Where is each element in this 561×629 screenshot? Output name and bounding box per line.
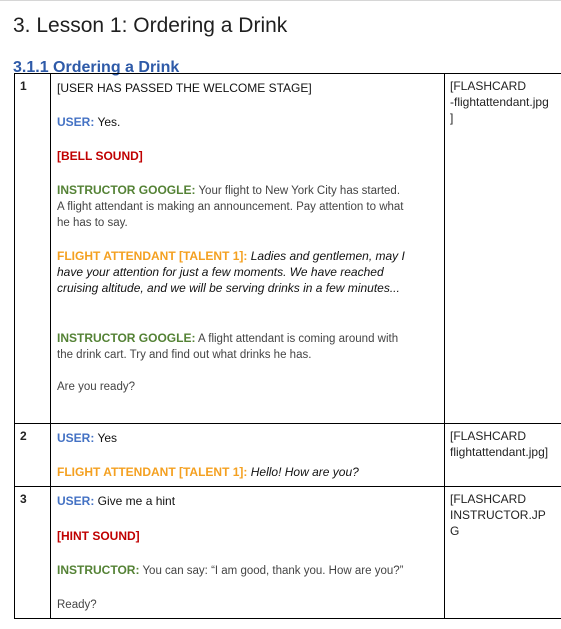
- instructor-text: the drink cart. Try and find out what drinks he has.: [57, 349, 312, 361]
- table-row: [15, 424, 561, 487]
- flashcard-text: G: [450, 524, 460, 538]
- row-number: 1: [15, 74, 51, 424]
- user-text: Yes: [94, 431, 118, 445]
- row-number: 2: [15, 424, 51, 487]
- flashcard-cell: [445, 74, 561, 424]
- user-text: Give me a hint: [94, 494, 176, 508]
- attendant-text: have your attention for just a few moments. We have reached: [57, 265, 384, 279]
- sound-cue: [BELL SOUND]: [57, 149, 143, 163]
- speaker-label: INSTRUCTOR GOOGLE:: [57, 331, 196, 345]
- user-line: [57, 114, 438, 130]
- instructor-line: [57, 182, 438, 231]
- speaker-label: USER:: [57, 431, 95, 445]
- dialogue-cell: [51, 74, 445, 424]
- flashcard-text: -flightattendant.jpg: [450, 95, 549, 109]
- ready-prompt: Ready?: [57, 599, 97, 611]
- ready-prompt: Are you ready?: [57, 381, 135, 393]
- flashcard-cell: [445, 487, 561, 619]
- stage-note: [USER HAS PASSED THE WELCOME STAGE]: [57, 81, 312, 95]
- speaker-label: USER:: [57, 115, 95, 129]
- speaker-label: FLIGHT ATTENDANT [TALENT 1]:: [57, 465, 248, 479]
- flashcard-text: flightattendant.jpg]: [450, 445, 549, 459]
- dialogue-cell: [51, 424, 445, 487]
- instructor-line: [57, 330, 438, 363]
- user-line: [57, 430, 438, 446]
- flashcard-text: INSTRUCTOR.JP: [450, 508, 546, 522]
- row-number: 3: [15, 487, 51, 619]
- instructor-text: he has to say.: [57, 217, 128, 229]
- section-heading: 3.1.1 Ordering a Drink: [13, 59, 180, 77]
- flashcard-text: ]: [450, 111, 454, 125]
- top-divider: [0, 0, 561, 1]
- flashcard-text: [FLASHCARD: [450, 492, 527, 506]
- attendant-text: cruising altitude, and we will be serving drinks in a few minutes...: [57, 281, 400, 295]
- flashcard-text: [FLASHCARD: [450, 429, 527, 443]
- flashcard-text: [FLASHCARD: [450, 79, 527, 93]
- speaker-label: INSTRUCTOR:: [57, 563, 140, 577]
- user-text: Yes.: [94, 115, 121, 129]
- sound-cue: [HINT SOUND]: [57, 529, 140, 543]
- table-row: [15, 487, 561, 619]
- dialogue-cell: [51, 487, 445, 619]
- speaker-label: INSTRUCTOR GOOGLE:: [57, 183, 196, 197]
- flashcard-cell: [445, 424, 561, 487]
- instructor-text: You can say: “I am good, thank you. How are you?”: [139, 565, 404, 577]
- page-title: 3. Lesson 1: Ordering a Drink: [13, 14, 288, 38]
- attendant-line: [57, 248, 438, 296]
- table-row: [15, 74, 561, 424]
- speaker-label: FLIGHT ATTENDANT [TALENT 1]:: [57, 249, 248, 263]
- attendant-text: Hello! How are you?: [247, 465, 359, 479]
- lesson-script-table: [14, 73, 561, 619]
- user-line: [57, 493, 438, 509]
- attendant-line: [57, 464, 438, 480]
- instructor-text: A flight attendant is making an announcement. Pay attention to what: [57, 201, 404, 213]
- instructor-line: [57, 562, 438, 579]
- instructor-text: Your flight to New York City has started.: [195, 185, 401, 197]
- instructor-text: A flight attendant is coming around with: [195, 333, 399, 345]
- speaker-label: USER:: [57, 494, 95, 508]
- attendant-text: Ladies and gentlemen, may I: [247, 249, 405, 263]
